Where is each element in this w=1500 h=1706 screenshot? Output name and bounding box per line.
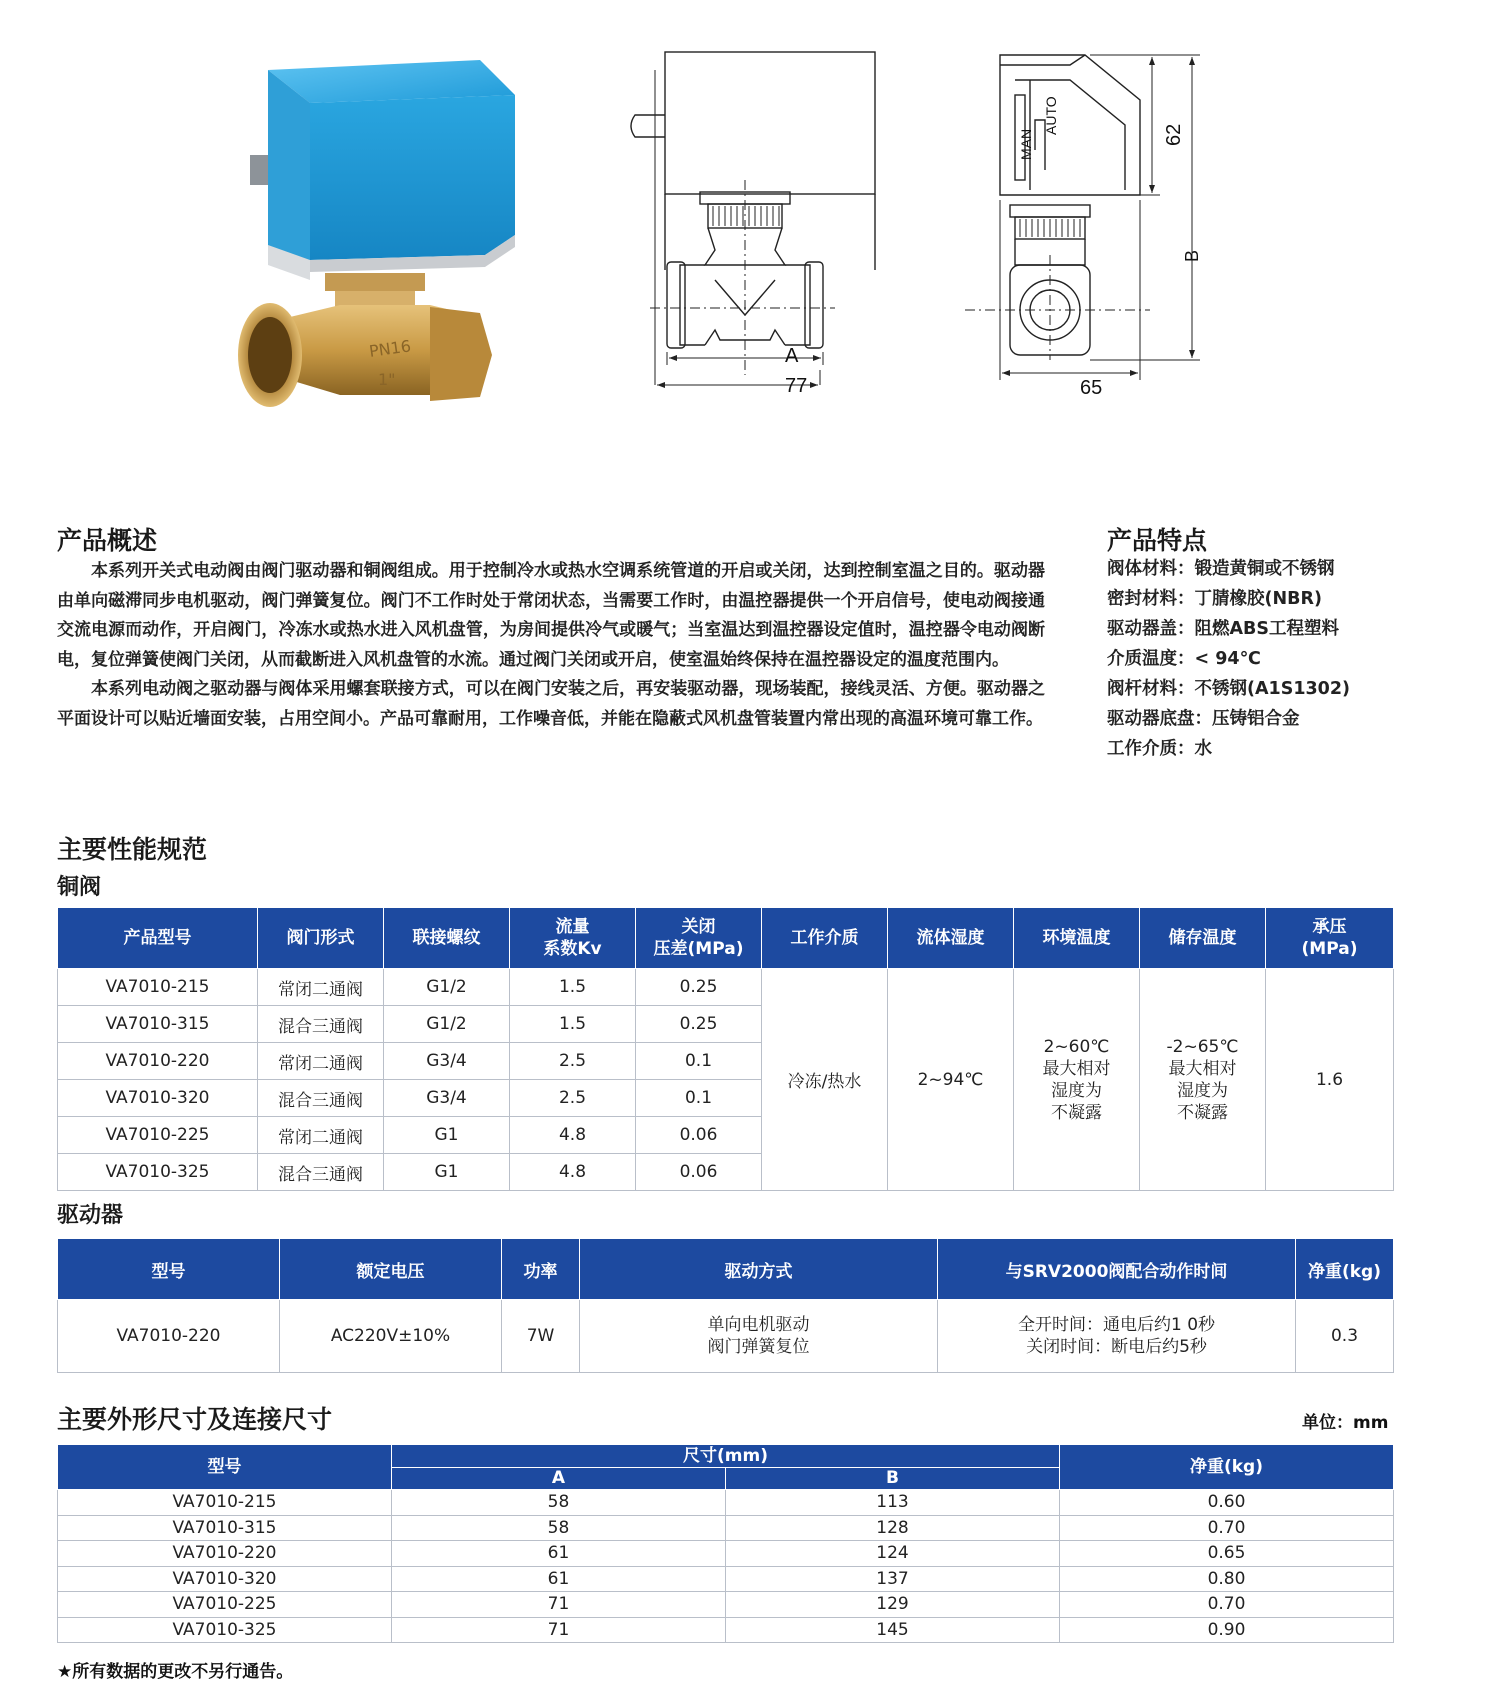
cell-weight: 0.80 — [1060, 1566, 1394, 1592]
features-list — [1107, 554, 1447, 764]
cell-close-pressure: 0.1 — [636, 1043, 762, 1080]
cell-weight: 0.90 — [1060, 1617, 1394, 1643]
size-mark: 1" — [378, 370, 396, 389]
cell-valve-type: 常闭二通阀 — [258, 1117, 384, 1154]
cell-b: 113 — [726, 1490, 1060, 1516]
col-b: B — [726, 1468, 1060, 1490]
side-view-drawing — [960, 40, 1260, 425]
feature-item: 阀杆材料：不锈钢(A1S1302) — [1107, 679, 1351, 699]
table-row — [58, 1515, 1394, 1541]
cell-model: VA7010-220 — [58, 1541, 392, 1567]
overview-paragraph-1: 本系列开关式电动阀由阀门驱动器和铜阀组成。用于控制冷水或热水空调系统管道的开启或关闭，达到控制室温之目的。驱动器由单向磁滞同步电机驱动，阀门弹簧复位。阀门不工作时处于常闭状态，当需要工作时，由温控器提供一个开启信号，使电动阀接通交流电源而动作，开启阀门，冷冻水或热水进入风机盘管，为房间提供冷气或暖气；当室温达到温控器设定值时，温控器令电动阀断电，复位弹簧使阀门关闭，从而截断进入风机盘管的水流。通过阀门关闭或开启，使室温始终保持在温控器设定的温度范围内。 — [57, 561, 1045, 670]
cell-thread: G1/2 — [384, 969, 510, 1006]
cell-kv: 4.8 — [510, 1154, 636, 1191]
product-photo — [230, 55, 560, 465]
feature-item: 驱动器底盘：压铸铝合金 — [1107, 709, 1300, 729]
cell-weight: 0.70 — [1060, 1592, 1394, 1618]
valve-header-row — [58, 908, 1394, 969]
cell-voltage: AC220V±10% — [280, 1300, 502, 1373]
col-fluid-temp: 流体湿度 — [888, 908, 1014, 969]
col-valve-type: 阀门形式 — [258, 908, 384, 969]
col-kv: 流量 系数Kv — [510, 908, 636, 969]
col-action-time: 与SRV2000阀配合动作时间 — [938, 1239, 1296, 1300]
table-row — [58, 1490, 1394, 1516]
actuator-spec-table — [57, 1238, 1394, 1373]
cell-ambient-temp: 2~60℃ 最大相对 湿度为 不凝露 — [1014, 969, 1140, 1191]
cell-a: 58 — [392, 1490, 726, 1516]
col-storage-temp: 储存温度 — [1140, 908, 1266, 969]
cell-thread: G1 — [384, 1117, 510, 1154]
cell-b: 129 — [726, 1592, 1060, 1618]
col-weight: 净重(kg) — [1060, 1445, 1394, 1490]
col-model: 型号 — [58, 1239, 280, 1300]
man-label: MAN — [1018, 128, 1034, 160]
cell-a: 58 — [392, 1515, 726, 1541]
cell-b: 128 — [726, 1515, 1060, 1541]
cell-a: 71 — [392, 1617, 726, 1643]
cell-kv: 4.8 — [510, 1117, 636, 1154]
valve-spec-table — [57, 907, 1394, 1191]
overview-text — [57, 557, 1045, 734]
cell-model: VA7010-325 — [58, 1617, 392, 1643]
auto-label: AUTO — [1043, 96, 1059, 135]
col-ambient-temp: 环境温度 — [1014, 908, 1140, 969]
col-model: 产品型号 — [58, 908, 258, 969]
specs-title: 主要性能规范 — [57, 835, 208, 864]
col-pressure: 承压 (MPa) — [1266, 908, 1394, 969]
cell-model: VA7010-320 — [58, 1080, 258, 1117]
cell-weight: 0.60 — [1060, 1490, 1394, 1516]
cell-model: VA7010-225 — [58, 1117, 258, 1154]
cell-kv: 2.5 — [510, 1080, 636, 1117]
cell-power: 7W — [502, 1300, 580, 1373]
col-thread: 联接螺纹 — [384, 908, 510, 969]
cell-drive: 单向电机驱动 阀门弹簧复位 — [580, 1300, 938, 1373]
cell-fluid-temp: 2~94℃ — [888, 969, 1014, 1191]
cell-a: 61 — [392, 1566, 726, 1592]
footnote: ★所有数据的更改不另行通告。 — [57, 1662, 294, 1682]
col-close-pressure: 关闭 压差(MPa) — [636, 908, 762, 969]
col-power: 功率 — [502, 1239, 580, 1300]
cell-thread: G1/2 — [384, 1006, 510, 1043]
cell-model: VA7010-220 — [58, 1043, 258, 1080]
cell-b: 137 — [726, 1566, 1060, 1592]
cell-weight: 0.70 — [1060, 1515, 1394, 1541]
cell-close-pressure: 0.25 — [636, 969, 762, 1006]
cell-model: VA7010-315 — [58, 1515, 392, 1541]
col-medium: 工作介质 — [762, 908, 888, 969]
table-row — [58, 969, 1394, 1006]
front-view-drawing — [605, 40, 905, 425]
cell-model: VA7010-315 — [58, 1006, 258, 1043]
cell-a: 71 — [392, 1592, 726, 1618]
cell-model: VA7010-320 — [58, 1566, 392, 1592]
overview-paragraph-2: 本系列电动阀之驱动器与阀体采用螺套联接方式，可以在阀门安装之后，再安装驱动器，现场装配，接线灵活、方便。驱动器之平面设计可以贴近墙面安装，占用空间小。产品可靠耐用，工作噪音低，并能在隐蔽式风机盘管装置内常出现的高温环境可靠工作。 — [57, 679, 1045, 729]
cell-a: 61 — [392, 1541, 726, 1567]
table-row — [58, 1617, 1394, 1643]
cell-thread: G3/4 — [384, 1080, 510, 1117]
dim-b-label: B — [1182, 249, 1202, 262]
table-row — [58, 1566, 1394, 1592]
dim-77-label: 77 — [785, 375, 808, 397]
cell-action-time: 全开时间：通电后约1 0秒 关闭时间：断电后约5秒 — [938, 1300, 1296, 1373]
table-row — [58, 1592, 1394, 1618]
table-row — [58, 1541, 1394, 1567]
cell-kv: 1.5 — [510, 969, 636, 1006]
cell-close-pressure: 0.06 — [636, 1117, 762, 1154]
feature-item: 介质温度：< 94℃ — [1107, 649, 1261, 669]
cell-valve-type: 混合三通阀 — [258, 1006, 384, 1043]
cell-model: VA7010-225 — [58, 1592, 392, 1618]
feature-item: 驱动器盖：阻燃ABS工程塑料 — [1107, 619, 1339, 639]
cell-valve-type: 混合三通阀 — [258, 1154, 384, 1191]
cell-weight: 0.3 — [1296, 1300, 1394, 1373]
col-drive: 驱动方式 — [580, 1239, 938, 1300]
col-voltage: 额定电压 — [280, 1239, 502, 1300]
cell-valve-type: 混合三通阀 — [258, 1080, 384, 1117]
cell-kv: 1.5 — [510, 1006, 636, 1043]
cell-weight: 0.65 — [1060, 1541, 1394, 1567]
col-a: A — [392, 1468, 726, 1490]
valve-subtitle: 铜阀 — [57, 875, 102, 900]
cell-kv: 2.5 — [510, 1043, 636, 1080]
cell-medium: 冷冻/热水 — [762, 969, 888, 1191]
cell-thread: G3/4 — [384, 1043, 510, 1080]
feature-item: 密封材料：丁腈橡胶(NBR) — [1107, 589, 1322, 609]
dim-a-label: A — [785, 345, 799, 367]
cell-model: VA7010-215 — [58, 969, 258, 1006]
dim-65-label: 65 — [1080, 377, 1103, 399]
cell-close-pressure: 0.06 — [636, 1154, 762, 1191]
actuator-header-row — [58, 1239, 1394, 1300]
cell-storage-temp: -2~65℃ 最大相对 湿度为 不凝露 — [1140, 969, 1266, 1191]
cell-close-pressure: 0.25 — [636, 1006, 762, 1043]
cell-close-pressure: 0.1 — [636, 1080, 762, 1117]
dimensions-title: 主要外形尺寸及连接尺寸 — [57, 1405, 333, 1434]
dimensions-table — [57, 1444, 1394, 1643]
feature-item: 阀体材料：锻造黄铜或不锈钢 — [1107, 559, 1335, 579]
table-row — [58, 1300, 1394, 1373]
features-title: 产品特点 — [1107, 526, 1208, 555]
cell-thread: G1 — [384, 1154, 510, 1191]
col-weight: 净重(kg) — [1296, 1239, 1394, 1300]
cell-b: 124 — [726, 1541, 1060, 1567]
body-mark: PN16 — [367, 336, 413, 361]
cell-b: 145 — [726, 1617, 1060, 1643]
cell-pressure: 1.6 — [1266, 969, 1394, 1191]
feature-item: 工作介质：水 — [1107, 739, 1212, 759]
overview-title: 产品概述 — [57, 526, 158, 555]
unit-label: 单位：mm — [1302, 1413, 1389, 1433]
cell-model: VA7010-325 — [58, 1154, 258, 1191]
cell-model: VA7010-215 — [58, 1490, 392, 1516]
col-model: 型号 — [58, 1445, 392, 1490]
cell-model: VA7010-220 — [58, 1300, 280, 1373]
dim-header-row — [58, 1445, 1394, 1468]
dim-62-label: 62 — [1163, 123, 1185, 146]
cell-valve-type: 常闭二通阀 — [258, 1043, 384, 1080]
cell-valve-type: 常闭二通阀 — [258, 969, 384, 1006]
col-size: 尺寸(mm) — [392, 1445, 1060, 1468]
actuator-subtitle: 驱动器 — [57, 1203, 124, 1228]
